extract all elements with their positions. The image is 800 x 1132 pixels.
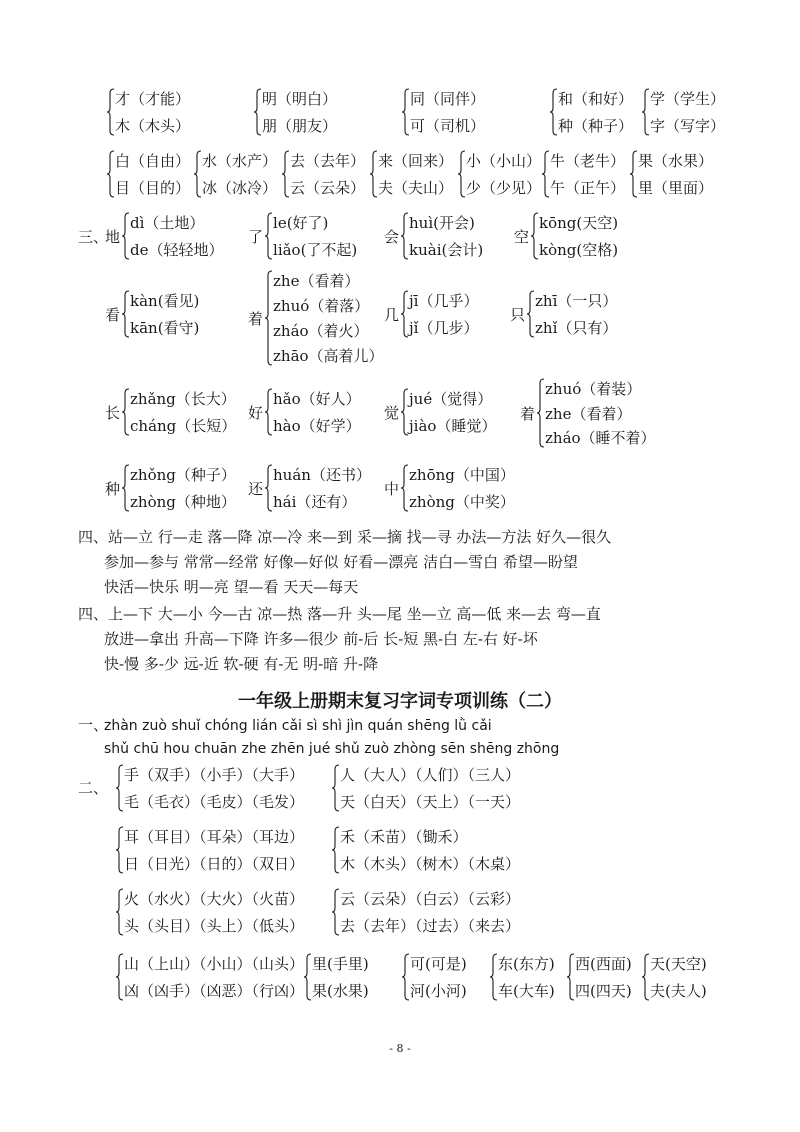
group-row: kuài(会计) (409, 241, 484, 259)
word-group (114, 826, 304, 874)
group-rows (130, 212, 223, 260)
group-head-char: 种 (105, 479, 121, 498)
brace-icon (401, 290, 409, 338)
brace-icon (402, 88, 410, 136)
brace-icon (254, 88, 262, 136)
group-row: zhǒng（种子） (130, 466, 236, 484)
group-rows (340, 888, 520, 936)
brace-icon (630, 150, 638, 198)
word-group (114, 888, 304, 936)
word-group (628, 150, 713, 198)
pinyin-row-2: shǔ chū hou chuān zhe zhēn jué shǔ zuò zhòng sēn shēng zhōng (104, 741, 560, 757)
word-group (640, 88, 725, 136)
group-head-char: 空 (514, 227, 530, 246)
group-rows (545, 378, 656, 448)
group-rows (409, 290, 478, 338)
group-rows (550, 150, 625, 198)
group-rows (312, 953, 369, 1001)
brace-icon (116, 953, 124, 1001)
group-row: zhǐ（只有） (535, 319, 618, 337)
group-rows (290, 150, 365, 198)
brace-icon (402, 953, 410, 1001)
group-rows (124, 826, 304, 874)
brace-icon (332, 764, 340, 812)
group-head-char: 还 (248, 479, 264, 498)
word-group (514, 212, 618, 260)
group-rows (535, 290, 617, 338)
word-group (510, 290, 617, 338)
group-row: 来（回来） (378, 152, 454, 170)
group-row: 牛（老牛） (550, 152, 626, 170)
group-row: 天(天空) (650, 955, 707, 973)
group-row: zhōng（中国） (409, 466, 515, 484)
brace-icon (304, 953, 312, 1001)
brace-icon (194, 150, 202, 198)
word-group (330, 826, 520, 874)
group-row: 夫(夫人) (650, 982, 707, 1000)
brace-icon (490, 953, 498, 1001)
brace-icon (642, 88, 650, 136)
brace-icon (122, 388, 130, 436)
group-rows (115, 88, 190, 136)
group-head-char: 地 (105, 227, 121, 246)
group-rows (650, 953, 707, 1001)
brace-icon (107, 150, 115, 198)
group-row: kān(看守) (130, 319, 200, 337)
group-row: 木（木头）（树木）（木桌） (340, 855, 521, 873)
group-row: 水（水产） (202, 152, 278, 170)
group-row: zhòng（中奖） (409, 493, 515, 511)
brace-icon (116, 888, 124, 936)
group-row: 少（少见） (466, 179, 542, 197)
group-row: hǎo（好人） (273, 390, 361, 408)
group-rows (410, 953, 467, 1001)
synonym-line-2: 参加—参与 常常—经常 好像—好似 好看—漂亮 洁白—雪白 希望—盼望 (104, 553, 578, 571)
group-row: 可(可是) (410, 955, 467, 973)
group-row: 日（日光）（日的）（双日） (124, 855, 305, 873)
group-row: huì(开会) (409, 214, 475, 232)
group-rows (340, 764, 520, 812)
group-row: 毛（毛衣）（毛皮）（毛发） (124, 793, 305, 811)
antonym-line-3: 快-慢 多-少 远-近 软-硬 有-无 明-暗 升-降 (104, 655, 379, 673)
group-row: 明（明白） (262, 90, 338, 108)
group-rows (378, 150, 453, 198)
brace-icon (370, 150, 378, 198)
brace-icon (401, 464, 409, 512)
group-rows (124, 888, 304, 936)
brace-icon (401, 388, 409, 436)
group-row: 手（双手）（小手）（大手） (124, 766, 305, 784)
pinyin-row-1: zhàn zuò shuǐ chóng lián cǎi sì shì jìn quán shēng lǜ cǎi (104, 718, 492, 734)
synonym-line-3: 快活—快乐 明—亮 望—看 天天—每天 (104, 578, 359, 596)
group-row: jǐ（几步） (409, 319, 479, 337)
group-rows (575, 953, 632, 1001)
group-head-char: 着 (248, 309, 264, 328)
group-row: 朋（朋友） (262, 117, 338, 135)
word-group (548, 88, 633, 136)
group-row: 山（上山）（小山）（山头） (124, 955, 305, 973)
group-row: kàn(看见) (130, 292, 200, 310)
brace-icon (116, 764, 124, 812)
brace-icon (537, 378, 545, 448)
group-row: 里（里面） (638, 179, 714, 197)
word-group (565, 953, 632, 1001)
group-rows (340, 826, 520, 874)
page-number: - 8 - (389, 1042, 411, 1055)
group-rows (650, 88, 725, 136)
brace-icon (107, 88, 115, 136)
group-rows (498, 953, 555, 1001)
brace-icon (282, 150, 290, 198)
word-group (105, 290, 199, 338)
group-row: hái（还有） (273, 493, 357, 511)
group-rows (115, 150, 190, 198)
group-head-char: 只 (510, 305, 526, 324)
group-row: jī（几乎） (409, 292, 479, 310)
group-head-char: 会 (384, 227, 400, 246)
group-row: dì（土地） (130, 214, 205, 232)
group-head-char: 好 (248, 403, 264, 422)
group-row: 木（木头） (115, 117, 191, 135)
brace-icon (332, 826, 340, 874)
group-head-char: 长 (105, 403, 121, 422)
group-row: 同（同伴） (410, 90, 486, 108)
brace-icon (265, 464, 273, 512)
group-rows (130, 388, 236, 436)
group-row: 四(四天) (575, 982, 632, 1000)
brace-icon (122, 464, 130, 512)
group-row: jiào（睡觉） (409, 417, 497, 435)
word-group (248, 270, 384, 366)
brace-icon (642, 953, 650, 1001)
group-row: 凶（凶手）（凶恶）（行凶） (124, 982, 305, 1000)
group-row: 去（去年）（过去）（来去） (340, 917, 521, 935)
brace-icon (265, 388, 273, 436)
group-row: 小（小山） (466, 152, 542, 170)
group-row: 去（去年） (290, 152, 366, 170)
group-row: 禾（禾苗）（锄禾） (340, 828, 468, 846)
group-rows (202, 150, 277, 198)
group-rows (124, 953, 304, 1001)
brace-icon (122, 290, 130, 338)
word-group (302, 953, 369, 1001)
word-group (540, 150, 625, 198)
section-label-yi: 一、 (78, 716, 109, 734)
group-row: 云（云朵）（白云）（云彩） (340, 890, 521, 908)
group-rows (409, 464, 515, 512)
group-row: zhe（看着） (273, 272, 360, 290)
brace-icon (332, 888, 340, 936)
group-row: zhe（看着） (545, 404, 632, 423)
group-row: 天（白天）（天上）（一天） (340, 793, 521, 811)
group-row: 种（种子） (558, 117, 634, 135)
group-rows (262, 88, 337, 136)
group-row: 果(水果) (312, 982, 369, 1000)
group-rows (273, 388, 361, 436)
word-group (252, 88, 337, 136)
group-rows (558, 88, 633, 136)
group-rows (466, 150, 541, 198)
group-row: zhī（一只） (535, 292, 618, 310)
group-row: zháo（着火） (273, 322, 369, 340)
word-group (456, 150, 541, 198)
group-row: kōng(天空) (539, 214, 619, 232)
group-row: zhuó（着落） (273, 297, 370, 315)
group-row: 学（学生） (650, 90, 726, 108)
group-row: hào（好学） (273, 417, 361, 435)
group-row: zhòng（种地） (130, 493, 236, 511)
group-row: 车(大车) (498, 982, 555, 1000)
group-row: 白（自由） (115, 152, 191, 170)
group-row: zhuó（着装） (545, 380, 642, 398)
group-row: 河(小河) (410, 982, 467, 1000)
word-group (248, 464, 371, 512)
group-row: 夫（夫山） (378, 179, 454, 197)
group-rows (273, 464, 371, 512)
brace-icon (531, 212, 539, 260)
word-group (192, 150, 277, 198)
group-row: le(好了) (273, 214, 329, 232)
group-rows (124, 764, 304, 812)
group-rows (130, 290, 199, 338)
synonym-line-1: 四、站—立 行—走 落—降 凉—冷 来—到 采—摘 找—寻 办法—方法 好久—很久 (78, 528, 612, 546)
group-row: 西(西面) (575, 955, 632, 973)
brace-icon (401, 212, 409, 260)
word-group (105, 212, 224, 260)
brace-icon (550, 88, 558, 136)
brace-icon (458, 150, 466, 198)
word-group (330, 764, 520, 812)
group-rows (410, 88, 485, 136)
group-row: liǎo(了不起) (273, 241, 358, 259)
brace-icon (527, 290, 535, 338)
section-label-er: 二、 (78, 779, 109, 797)
word-group (400, 953, 467, 1001)
group-row: 耳（耳目）（耳朵）（耳边） (124, 828, 305, 846)
group-row: 冰（冰冷） (202, 179, 278, 197)
section-title: 一年级上册期末复习字词专项训练（二） (238, 691, 562, 712)
word-group (384, 212, 483, 260)
group-row: kòng(空格) (539, 241, 619, 259)
brace-icon (542, 150, 550, 198)
group-row: zhǎng（长大） (130, 390, 236, 408)
word-group (105, 388, 236, 436)
brace-icon (567, 953, 575, 1001)
group-rows (539, 212, 618, 260)
group-rows (273, 212, 357, 260)
word-group (105, 464, 236, 512)
group-rows (409, 212, 483, 260)
word-group (384, 464, 515, 512)
group-row: 人（大人）（人们）（三人） (340, 766, 521, 784)
group-row: 午（正午） (550, 179, 626, 197)
word-group (368, 150, 453, 198)
word-group (400, 88, 485, 136)
brace-icon (122, 212, 130, 260)
word-group (105, 150, 190, 198)
group-row: 目（目的） (115, 179, 191, 197)
group-head-char: 几 (384, 305, 400, 324)
section-label-san: 三、 (78, 228, 109, 246)
group-row: zháo（睡不着） (545, 429, 656, 447)
word-group (114, 953, 304, 1001)
group-row: 和（和好） (558, 90, 634, 108)
group-row: 可（司机） (410, 117, 486, 135)
word-group (280, 150, 365, 198)
group-row: 果（水果） (638, 152, 714, 170)
word-group (384, 388, 496, 436)
group-row: cháng（长短） (130, 417, 237, 435)
group-row: 里(手里) (312, 955, 369, 973)
brace-icon (265, 212, 273, 260)
group-rows (638, 150, 713, 198)
group-head-char: 了 (248, 227, 264, 246)
group-head-char: 中 (384, 479, 400, 498)
brace-icon (116, 826, 124, 874)
word-group (248, 388, 361, 436)
word-group (488, 953, 555, 1001)
group-row: 才（才能） (115, 90, 191, 108)
group-row: zhāo（高着儿） (273, 347, 384, 365)
brace-icon (265, 270, 273, 366)
group-row: 字（写字） (650, 117, 726, 135)
word-group (330, 888, 520, 936)
antonym-line-1: 四、上—下 大—小 今—古 凉—热 落—升 头—尾 坐—立 高—低 来—去 弯—直 (78, 605, 601, 623)
group-row: 头（头目）（头上）（低头） (124, 917, 305, 935)
group-row: jué（觉得） (409, 390, 493, 408)
group-row: huán（还书） (273, 466, 371, 484)
word-group (384, 290, 478, 338)
word-group (248, 212, 357, 260)
antonym-line-2: 放进—拿出 升高—下降 许多—很少 前-后 长-短 黑-白 左-右 好-坏 (104, 630, 538, 648)
word-group (114, 764, 304, 812)
group-row: de（轻轻地） (130, 241, 224, 259)
group-head-char: 觉 (384, 403, 400, 422)
word-group (105, 88, 190, 136)
group-head-char: 着 (520, 404, 536, 423)
group-row: 云（云朵） (290, 179, 366, 197)
group-row: 火（水火）（大火）（火苗） (124, 890, 305, 908)
group-row: 东(东方) (498, 955, 555, 973)
word-group (640, 953, 707, 1001)
group-rows (273, 270, 384, 366)
group-head-char: 看 (105, 305, 121, 324)
group-rows (130, 464, 236, 512)
word-group (520, 378, 656, 448)
group-rows (409, 388, 496, 436)
